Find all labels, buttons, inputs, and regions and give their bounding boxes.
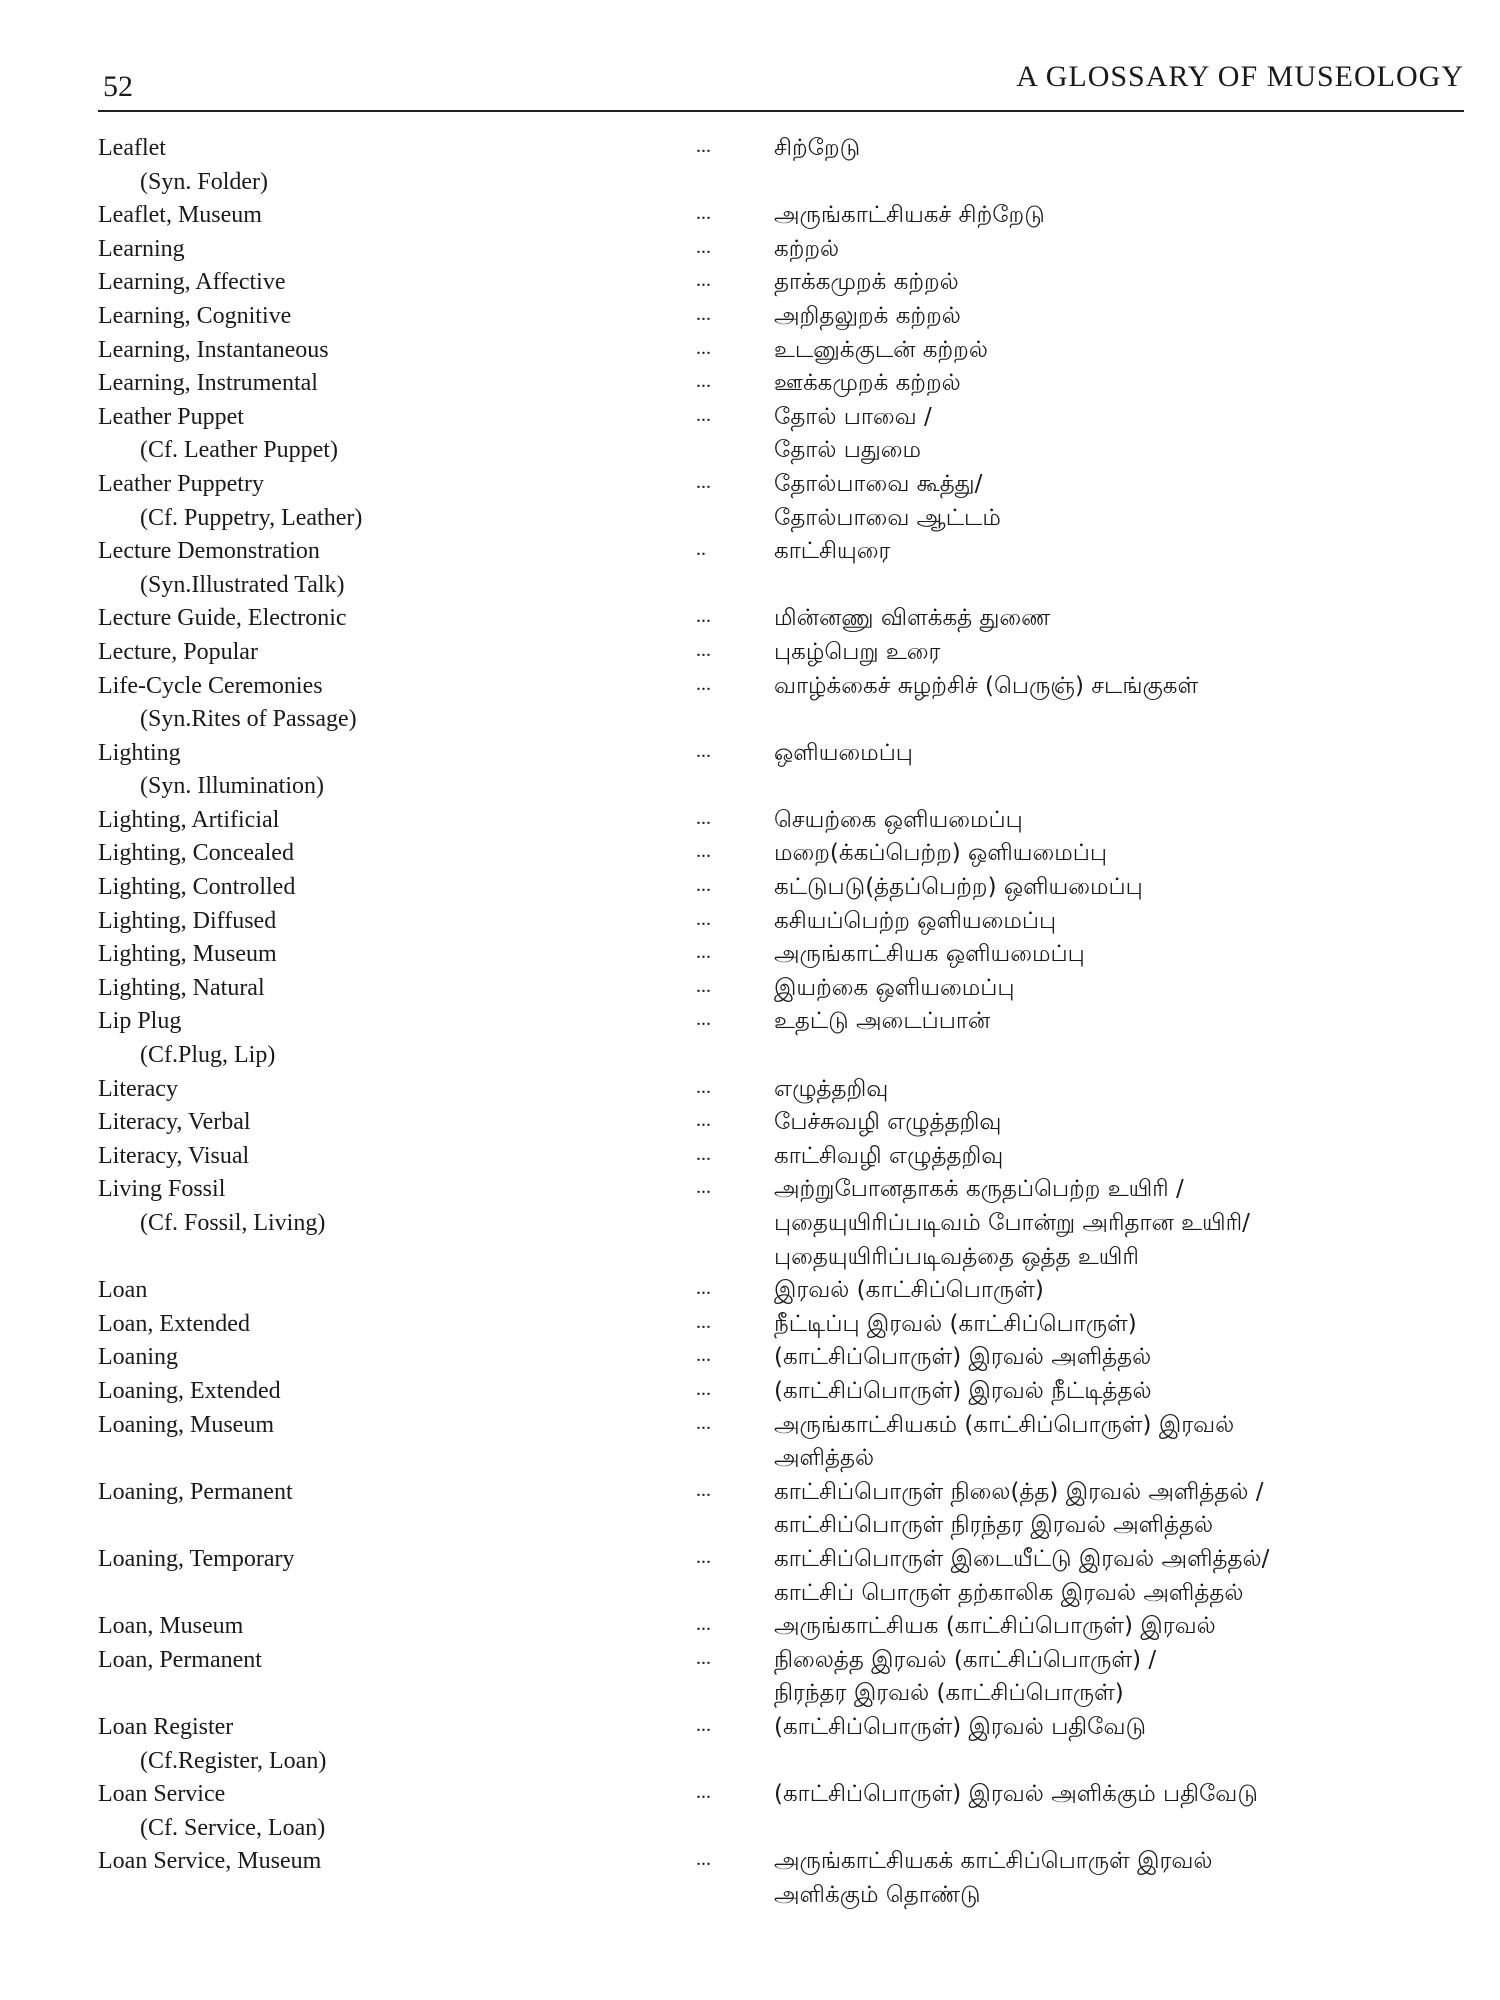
glossary-entry [98,534,1468,568]
english-term: Lecture Demonstration [98,538,320,565]
glossary-entry [98,1105,1468,1139]
leader-dots: ... [696,840,711,863]
tamil-equivalent: அற்றுபோனதாகக் கருதப்பெற்ற உயிரி / [774,1176,1184,1203]
tamil-equivalent: ஊக்கமுறக் கற்றல் [774,370,961,397]
glossary-entry [98,1576,1468,1610]
leader-dots: ... [696,1109,711,1132]
tamil-equivalent: நிரந்தர இரவல் (காட்சிப்பொருள்) [774,1680,1124,1707]
tamil-equivalent: சிற்றேடு [774,135,861,161]
glossary-entry [98,568,1468,602]
leader-dots: ... [696,1781,711,1804]
english-term: Learning, Cognitive [98,302,292,329]
page-number: 52 [103,70,133,103]
tamil-equivalent: இயற்கை ஒளியமைப்பு [774,974,1015,1001]
glossary-entry [98,1240,1468,1274]
tamil-equivalent: புதையுயிரிப்படிவம் போன்று அரிதான உயிரி/ [774,1210,1250,1236]
english-term: Literacy, Verbal [98,1109,251,1136]
english-term: Loaning [98,1344,178,1371]
english-term: Loaning, Museum [98,1411,274,1438]
tamil-equivalent: அருங்காட்சியக ஒளியமைப்பு [774,941,1085,968]
leader-dots: ... [696,336,711,359]
english-term: Learning [98,235,185,262]
glossary-entry [98,1676,1468,1710]
english-term: Loan, Permanent [98,1646,262,1673]
tamil-equivalent: அளித்தல் [774,1445,875,1472]
leader-dots: ... [696,1176,711,1199]
glossary-entry [98,1408,1468,1442]
english-term: Loan, Museum [98,1613,244,1640]
glossary-entry [98,299,1468,333]
tamil-equivalent: உடனுக்குடன் கற்றல் [774,336,988,363]
english-term: (Cf. Puppetry, Leather) [140,504,363,531]
tamil-equivalent: இரவல் (காட்சிப்பொருள்) [774,1277,1044,1304]
glossary-entry [98,265,1468,299]
glossary-entry [98,635,1468,669]
leader-dots: ... [696,1411,711,1434]
tamil-equivalent: அருங்காட்சியக (காட்சிப்பொருள்) இரவல் [774,1613,1216,1640]
tamil-equivalent: உதட்டு அடைப்பான் [774,1008,991,1035]
leader-dots: ... [696,235,711,258]
glossary-entry [98,1609,1468,1643]
tamil-equivalent: தாக்கமுறக் கற்றல் [774,269,959,296]
leader-dots: ... [696,1478,711,1501]
leader-dots: ... [696,202,711,225]
english-term: Loaning, Extended [98,1377,281,1404]
glossary-entry [98,1307,1468,1341]
english-term: (Syn.Illustrated Talk) [140,571,345,598]
tamil-equivalent: நீட்டிப்பு இரவல் (காட்சிப்பொருள்) [774,1310,1137,1337]
glossary-entry [98,1172,1468,1206]
english-term: Lip Plug [98,1008,182,1035]
tamil-equivalent: அருங்காட்சியகக் காட்சிப்பொருள் இரவல் [774,1848,1213,1875]
leader-dots: ... [696,672,711,695]
tamil-equivalent: காட்சிவழி எழுத்தறிவு [774,1142,1004,1169]
glossary-entry [98,904,1468,938]
glossary-entry [98,165,1468,199]
tamil-equivalent: செயற்கை ஒளியமைப்பு [774,806,1023,833]
english-term: Learning, Instantaneous [98,336,329,363]
leader-dots: ... [696,739,711,762]
running-title: A GLOSSARY OF MUSEOLOGY [1016,60,1464,93]
page-header [98,58,1464,112]
glossary-entry [98,937,1468,971]
glossary-entry [98,433,1468,467]
glossary-entry [98,736,1468,770]
glossary-entry [98,501,1468,535]
english-term: Learning, Affective [98,269,286,296]
glossary-entry [98,1004,1468,1038]
leader-dots: ... [696,1713,711,1736]
leader-dots: ... [696,874,711,897]
leader-dots: ... [696,638,711,661]
glossary-entry [98,1844,1468,1878]
glossary-entry [98,1710,1468,1744]
english-term: Lecture, Popular [98,638,258,665]
english-term: Leather Puppetry [98,470,264,497]
tamil-equivalent: புகழ்பெறு உரை [774,638,941,665]
tamil-equivalent: காட்சிப் பொருள் தற்காலிக இரவல் அளித்தல் [774,1579,1244,1606]
leader-dots: ... [696,269,711,292]
leader-dots: ... [696,403,711,426]
leader-dots: ... [696,470,711,493]
glossary-entry [98,1441,1468,1475]
glossary-entry [98,1038,1468,1072]
english-term: Lighting, Concealed [98,840,294,867]
glossary-entry [98,836,1468,870]
tamil-equivalent: தோல்பாவை கூத்து/ [774,470,983,497]
english-term: Loan Register [98,1713,234,1740]
glossary-entry [98,803,1468,837]
leader-dots: ... [696,1646,711,1669]
tamil-equivalent: கசியப்பெற்ற ஒளியமைப்பு [774,907,1057,934]
glossary-entry [98,467,1468,501]
glossary-entry [98,1744,1468,1778]
tamil-equivalent: காட்சிப்பொருள் இடையீட்டு இரவல் அளித்தல்/ [774,1545,1270,1572]
english-term: (Syn.Rites of Passage) [140,706,357,733]
english-term: Life-Cycle Ceremonies [98,672,323,699]
english-term: Loan [98,1277,148,1304]
leader-dots: ... [696,1377,711,1400]
tamil-equivalent: (காட்சிப்பொருள்) இரவல் அளிக்கும் பதிவேடு [774,1781,1258,1808]
leader-dots: ... [696,135,711,157]
tamil-equivalent: மின்னணு விளக்கத் துணை [774,605,1051,632]
english-term: (Cf.Plug, Lip) [140,1042,276,1069]
english-term: Leaflet, Museum [98,202,262,229]
tamil-equivalent: நிலைத்த இரவல் (காட்சிப்பொருள்) / [774,1646,1157,1673]
glossary-entry [98,1475,1468,1509]
english-term: (Cf. Leather Puppet) [140,437,338,464]
leader-dots: ... [696,1613,711,1636]
english-term: Loan, Extended [98,1310,250,1337]
leader-dots: ... [696,605,711,628]
tamil-equivalent: காட்சியுரை [774,538,891,565]
english-term: Loaning, Permanent [98,1478,293,1505]
tamil-equivalent: (காட்சிப்பொருள்) இரவல் பதிவேடு [774,1713,1147,1740]
glossary-entry [98,1878,1468,1912]
tamil-equivalent: அளிக்கும் தொண்டு [774,1881,981,1908]
tamil-equivalent: கட்டுபடு(த்தப்பெற்ற) ஒளியமைப்பு [774,874,1143,901]
tamil-equivalent: காட்சிப்பொருள் நிரந்தர இரவல் அளித்தல் [774,1512,1214,1539]
english-term: (Cf.Register, Loan) [140,1747,327,1774]
english-term: Leaflet [98,135,166,161]
glossary-entry [98,1072,1468,1106]
leader-dots: ... [696,1075,711,1098]
english-term: (Cf. Fossil, Living) [140,1210,326,1236]
tamil-equivalent: மறை(க்கப்பெற்ற) ஒளியமைப்பு [774,840,1107,867]
tamil-equivalent: புதையுயிரிப்படிவத்தை ஒத்த உயிரி [774,1243,1139,1270]
tamil-equivalent: அருங்காட்சியகச் சிற்றேடு [774,202,1045,229]
tamil-equivalent: தோல் பாவை / [774,403,932,430]
leader-dots: ... [696,941,711,964]
english-term: Lighting, Diffused [98,907,277,934]
leader-dots: ... [696,806,711,829]
tamil-equivalent: காட்சிப்பொருள் நிலை(த்த) இரவல் அளித்தல் / [774,1478,1264,1505]
leader-dots: ... [696,370,711,393]
glossary-entry [98,769,1468,803]
glossary-entry [98,333,1468,367]
leader-dots: ... [696,1277,711,1300]
tamil-equivalent: கற்றல் [774,235,840,262]
tamil-equivalent: (காட்சிப்பொருள்) இரவல் நீட்டித்தல் [774,1377,1152,1404]
glossary-entry [98,400,1468,434]
english-term: Lighting, Controlled [98,874,296,901]
tamil-equivalent: பேச்சுவழி எழுத்தறிவு [774,1109,1002,1136]
glossary-entry [98,1273,1468,1307]
english-term: Lighting, Artificial [98,806,280,833]
glossary-entry [98,1139,1468,1173]
tamil-equivalent: ஒளியமைப்பு [774,739,913,766]
leader-dots: ... [696,1008,711,1031]
tamil-equivalent: அருங்காட்சியகம் (காட்சிப்பொருள்) இரவல் [774,1411,1235,1438]
english-term: Lighting, Natural [98,974,265,1001]
english-term: Literacy [98,1075,178,1102]
glossary-entry [98,1508,1468,1542]
glossary-entries [98,131,1468,1911]
glossary-entry [98,601,1468,635]
leader-dots: ... [696,1344,711,1367]
tamil-equivalent: எழுத்தறிவு [774,1075,889,1102]
glossary-entry [98,1374,1468,1408]
english-term: Leather Puppet [98,403,244,430]
glossary-entry [98,702,1468,736]
glossary-entry [98,232,1468,266]
leader-dots: ... [696,302,711,325]
glossary-entry [98,971,1468,1005]
tamil-equivalent: தோல்பாவை ஆட்டம் [774,504,1001,531]
glossary-entry [98,1811,1468,1845]
leader-dots: ... [696,1142,711,1165]
tamil-equivalent: தோல் பதுமை [774,437,922,464]
tamil-equivalent: வாழ்க்கைச் சுழற்சிச் (பெருஞ்) சடங்குகள் [774,672,1199,699]
english-term: (Syn. Folder) [140,168,268,195]
english-term: Lecture Guide, Electronic [98,605,347,632]
glossary-entry [98,1643,1468,1677]
glossary-entry [98,366,1468,400]
english-term: Learning, Instrumental [98,370,318,397]
glossary-entry [98,1340,1468,1374]
leader-dots: .. [696,538,706,561]
english-term: Loaning, Temporary [98,1545,295,1572]
english-term: Living Fossil [98,1176,226,1203]
tamil-equivalent: அறிதலுறக் கற்றல் [774,302,961,329]
leader-dots: ... [696,1848,711,1871]
english-term: Lighting, Museum [98,941,277,968]
english-term: (Cf. Service, Loan) [140,1814,326,1841]
glossary-entry [98,669,1468,703]
glossary-entry [98,198,1468,232]
english-term: Literacy, Visual [98,1142,250,1169]
glossary-entry [98,1542,1468,1576]
leader-dots: ... [696,1310,711,1333]
english-term: (Syn. Illumination) [140,773,324,800]
english-term: Loan Service, Museum [98,1848,322,1875]
glossary-entry [98,870,1468,904]
glossary-entry [98,131,1468,165]
leader-dots: ... [696,1545,711,1568]
tamil-equivalent: (காட்சிப்பொருள்) இரவல் அளித்தல் [774,1344,1152,1371]
english-term: Lighting [98,739,181,766]
english-term: Loan Service [98,1781,226,1808]
leader-dots: ... [696,907,711,930]
glossary-entry [98,1206,1468,1240]
leader-dots: ... [696,974,711,997]
glossary-entry [98,1777,1468,1811]
